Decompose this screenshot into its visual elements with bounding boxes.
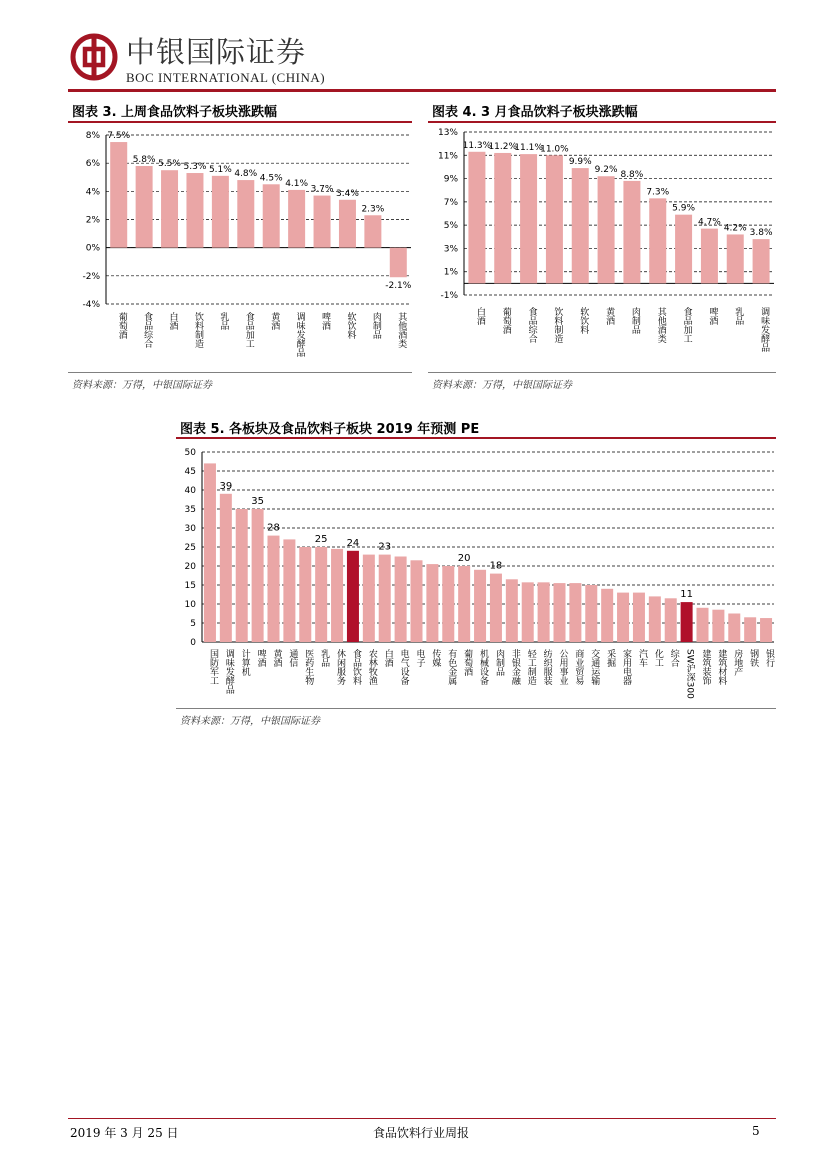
x-category-label: 电气设备 bbox=[398, 649, 409, 685]
data-label: 39 bbox=[219, 480, 233, 492]
data-label: 28 bbox=[267, 522, 280, 534]
bar bbox=[569, 583, 581, 642]
bar bbox=[675, 215, 692, 284]
y-tick-label: 0% bbox=[85, 243, 100, 254]
x-category-label: 家用电器 bbox=[621, 649, 632, 685]
brand-name-chinese: 中银国际证券 bbox=[126, 35, 307, 69]
figure-5-title-rule bbox=[176, 437, 776, 439]
figure-4-chart bbox=[428, 124, 776, 368]
bar bbox=[458, 566, 470, 642]
footer-page-number: 5 bbox=[752, 1124, 760, 1138]
bar bbox=[268, 536, 280, 642]
data-label: 11.2% bbox=[488, 141, 518, 152]
x-category-label: 食品综合 bbox=[526, 307, 537, 343]
data-label: 5.5% bbox=[158, 159, 181, 170]
x-category-label: 食品加工 bbox=[243, 312, 254, 348]
x-category-label: 计算机 bbox=[239, 649, 250, 676]
bar bbox=[649, 198, 666, 283]
x-category-label: 饮料制造 bbox=[192, 312, 203, 348]
x-category-label: 肉制品 bbox=[493, 649, 504, 676]
bar bbox=[649, 596, 661, 642]
data-label: 11.0% bbox=[540, 144, 569, 155]
y-tick-label: 0 bbox=[190, 638, 196, 648]
x-category-label: 乳品 bbox=[319, 649, 330, 667]
x-category-label: 黄酒 bbox=[271, 649, 282, 667]
bar bbox=[237, 180, 254, 248]
x-category-label: 纺织服装 bbox=[541, 649, 552, 685]
x-category-label: 公用事业 bbox=[557, 649, 568, 685]
figure-4-source-rule bbox=[428, 372, 776, 373]
bar bbox=[601, 589, 613, 642]
bar bbox=[572, 168, 589, 283]
data-label: 35 bbox=[251, 496, 264, 507]
x-category-label: 黄酒 bbox=[604, 307, 615, 325]
data-label: 2.3% bbox=[361, 204, 385, 215]
figure-5-source-rule bbox=[176, 708, 776, 709]
data-label: 7.5% bbox=[107, 131, 131, 142]
bar bbox=[701, 229, 718, 284]
x-category-label: 国防军工 bbox=[207, 649, 218, 685]
x-category-label: 白酒 bbox=[167, 312, 178, 330]
x-category-label: 饮料制造 bbox=[552, 307, 563, 343]
x-category-label: 通信 bbox=[287, 649, 298, 667]
figure-3-title-rule bbox=[68, 121, 412, 123]
y-tick-label: 15 bbox=[184, 581, 196, 591]
x-category-label: 调味发酵品 bbox=[223, 649, 234, 694]
bar bbox=[347, 551, 359, 642]
data-label: 5.9% bbox=[672, 203, 696, 214]
data-label: 7.3% bbox=[646, 187, 670, 198]
x-category-label: 啤酒 bbox=[255, 649, 266, 667]
x-category-label: 调味发酵品 bbox=[759, 307, 770, 352]
data-label: 23 bbox=[378, 541, 392, 553]
figure-5-chart bbox=[176, 440, 776, 706]
x-category-label: 钢铁 bbox=[748, 649, 759, 667]
data-label: 4.8% bbox=[234, 169, 258, 180]
x-category-label: 有色金属 bbox=[446, 649, 457, 685]
footer-divider bbox=[68, 1118, 776, 1119]
bar bbox=[538, 582, 550, 642]
bar bbox=[712, 610, 724, 642]
bar bbox=[110, 142, 127, 248]
x-category-label: 啤酒 bbox=[320, 312, 331, 330]
bar bbox=[395, 557, 407, 643]
bar bbox=[299, 547, 311, 642]
y-tick-label: 3% bbox=[443, 244, 458, 255]
bar bbox=[379, 555, 391, 642]
data-label: 3.7% bbox=[310, 184, 334, 195]
x-category-label: 白酒 bbox=[474, 307, 485, 325]
data-label: -2.1% bbox=[385, 281, 412, 292]
bar bbox=[411, 560, 423, 642]
y-tick-label: 6% bbox=[85, 159, 100, 170]
y-tick-label: 40 bbox=[184, 486, 196, 496]
bar bbox=[220, 494, 232, 642]
bar bbox=[585, 585, 597, 642]
figure-4-title-rule bbox=[428, 121, 776, 123]
bar bbox=[236, 509, 248, 642]
x-category-label: 综合 bbox=[668, 649, 679, 667]
x-category-label: 其他酒类 bbox=[655, 307, 666, 343]
bar bbox=[744, 617, 756, 642]
x-category-label: 农林牧渔 bbox=[366, 649, 377, 685]
bar bbox=[728, 614, 740, 643]
bar bbox=[204, 463, 216, 642]
bar bbox=[212, 176, 229, 248]
brand-name-english: BOC INTERNATIONAL (CHINA) bbox=[126, 70, 326, 85]
header-divider bbox=[68, 89, 776, 92]
bar bbox=[727, 234, 744, 283]
data-label: 5.1% bbox=[208, 164, 232, 175]
bar bbox=[468, 152, 485, 284]
bar bbox=[554, 583, 566, 642]
bar bbox=[363, 555, 375, 642]
bar bbox=[506, 579, 518, 642]
y-tick-label: 4% bbox=[85, 187, 100, 198]
x-category-label: 软饮料 bbox=[578, 307, 589, 334]
y-tick-label: 30 bbox=[184, 524, 196, 534]
bar bbox=[546, 155, 563, 283]
y-tick-label: 11% bbox=[437, 151, 458, 162]
data-label: 8.8% bbox=[620, 169, 644, 180]
x-category-label: 葡萄酒 bbox=[462, 649, 473, 676]
x-category-label: 调味发酵品 bbox=[294, 312, 305, 357]
bar bbox=[315, 547, 327, 642]
bar bbox=[263, 184, 280, 247]
x-category-label: 休闲服务 bbox=[335, 649, 346, 685]
y-tick-label: 9% bbox=[443, 174, 458, 185]
data-label: 9.9% bbox=[568, 157, 592, 168]
bar bbox=[598, 176, 615, 283]
y-tick-label: 8% bbox=[85, 131, 100, 141]
data-label: 3.4% bbox=[336, 188, 359, 199]
page-header bbox=[0, 0, 827, 100]
y-tick-label: 2% bbox=[85, 215, 100, 226]
y-tick-label: 50 bbox=[184, 448, 196, 458]
y-tick-label: -4% bbox=[82, 300, 100, 310]
x-category-label: 肉制品 bbox=[370, 312, 381, 339]
x-category-label: 非银金融 bbox=[509, 649, 520, 685]
y-tick-label: -2% bbox=[82, 271, 100, 282]
bar bbox=[474, 570, 486, 642]
figure-5-source: 资料来源：万得，中银国际证券 bbox=[180, 716, 320, 727]
x-category-label: 食品加工 bbox=[681, 307, 692, 343]
data-label: 25 bbox=[314, 534, 328, 545]
data-label: 3.8% bbox=[749, 228, 773, 239]
bar bbox=[252, 509, 264, 642]
x-category-label: 化工 bbox=[652, 649, 663, 667]
y-tick-label: 1% bbox=[443, 267, 458, 278]
bar bbox=[283, 539, 295, 642]
x-category-label: 传媒 bbox=[430, 649, 441, 667]
x-category-label: 黄酒 bbox=[269, 312, 280, 330]
figure-3-source-rule bbox=[68, 372, 412, 373]
bar bbox=[520, 154, 537, 283]
x-category-label: 软饮料 bbox=[345, 312, 356, 339]
data-label: 5.3% bbox=[183, 162, 207, 173]
x-category-label: 交通运输 bbox=[589, 649, 600, 685]
x-category-label: 商业贸易 bbox=[573, 649, 584, 685]
x-category-label: 肉制品 bbox=[629, 307, 640, 334]
data-label: 11.3% bbox=[462, 140, 492, 151]
bar bbox=[617, 593, 629, 642]
bar bbox=[314, 196, 331, 248]
x-category-label: 采掘 bbox=[605, 649, 616, 667]
bar bbox=[136, 166, 153, 248]
bar bbox=[665, 598, 677, 642]
x-category-label: 葡萄酒 bbox=[116, 312, 127, 339]
y-tick-label: 35 bbox=[184, 505, 196, 515]
bar bbox=[442, 566, 454, 642]
y-tick-label: 45 bbox=[184, 467, 196, 477]
x-category-label: 电子 bbox=[414, 649, 425, 667]
data-label: 5.8% bbox=[132, 154, 156, 165]
x-category-label: 白酒 bbox=[382, 649, 393, 667]
data-label: 4.2% bbox=[723, 223, 747, 234]
x-category-label: 食品综合 bbox=[142, 312, 153, 348]
bar bbox=[339, 200, 356, 248]
bar bbox=[426, 564, 438, 642]
y-tick-label: 20 bbox=[184, 562, 196, 572]
bar bbox=[697, 608, 709, 642]
data-label: 4.5% bbox=[259, 173, 283, 184]
bar bbox=[161, 170, 178, 247]
figure-5-title: 图表 5. 各板块及食品饮料子板块 2019 年预测 PE bbox=[180, 422, 480, 437]
x-category-label: 机械设备 bbox=[478, 649, 489, 685]
bar bbox=[288, 190, 305, 248]
y-tick-label: 5% bbox=[443, 221, 458, 232]
figure-4-title: 图表 4. 3 月食品饮料子板块涨跌幅 bbox=[432, 105, 638, 120]
y-tick-label: 7% bbox=[443, 197, 458, 208]
data-label: 9.2% bbox=[594, 165, 618, 176]
bar bbox=[753, 239, 770, 283]
y-tick-label: 25 bbox=[184, 543, 196, 553]
x-category-label: 葡萄酒 bbox=[500, 307, 511, 334]
x-category-label: 医药生物 bbox=[303, 649, 314, 685]
bar bbox=[331, 549, 343, 642]
data-label: 4.7% bbox=[697, 217, 721, 228]
figure-4-source: 资料来源：万得，中银国际证券 bbox=[432, 380, 572, 391]
bar bbox=[186, 173, 203, 248]
bar bbox=[681, 602, 693, 642]
x-category-label: 建筑材料 bbox=[716, 649, 727, 685]
y-tick-label: 10 bbox=[184, 600, 196, 610]
bar bbox=[364, 215, 381, 247]
data-label: 4.1% bbox=[285, 178, 309, 189]
y-tick-label: -1% bbox=[440, 291, 458, 301]
x-category-label: 房地产 bbox=[732, 649, 743, 676]
x-category-label: 食品饮料 bbox=[350, 649, 361, 685]
x-category-label: 乳品 bbox=[733, 307, 744, 325]
bar bbox=[633, 593, 645, 642]
x-category-label: 轻工制造 bbox=[525, 649, 536, 685]
bar bbox=[522, 582, 534, 642]
x-category-label: SW沪深300 bbox=[684, 649, 695, 699]
x-category-label: 银行 bbox=[764, 649, 775, 667]
data-label: 20 bbox=[457, 553, 471, 564]
data-label: 11.1% bbox=[514, 143, 543, 154]
bar bbox=[760, 618, 772, 642]
data-label: 18 bbox=[489, 560, 503, 572]
bar bbox=[390, 248, 407, 278]
figure-3-chart bbox=[68, 124, 412, 368]
footer-report-name: 食品饮料行业周报 bbox=[373, 1126, 470, 1140]
figure-3-source: 资料来源：万得，中银国际证券 bbox=[72, 380, 212, 391]
footer-date: 2019 年 3 月 25 日 bbox=[70, 1126, 179, 1140]
data-label: 11 bbox=[680, 589, 693, 601]
data-label: 24 bbox=[346, 537, 360, 549]
x-category-label: 啤酒 bbox=[707, 307, 718, 325]
y-tick-label: 5 bbox=[190, 619, 196, 629]
boc-logo-icon bbox=[70, 33, 118, 81]
y-tick-label: 13% bbox=[437, 128, 458, 138]
x-category-label: 乳品 bbox=[218, 312, 229, 330]
bar bbox=[623, 181, 640, 283]
x-category-label: 其他酒类 bbox=[396, 312, 407, 348]
x-category-label: 建筑装饰 bbox=[700, 649, 711, 685]
x-category-label: 汽车 bbox=[636, 649, 647, 667]
figure-3-title: 图表 3. 上周食品饮料子板块涨跌幅 bbox=[72, 105, 278, 120]
bar bbox=[494, 153, 511, 283]
bar bbox=[490, 574, 502, 642]
